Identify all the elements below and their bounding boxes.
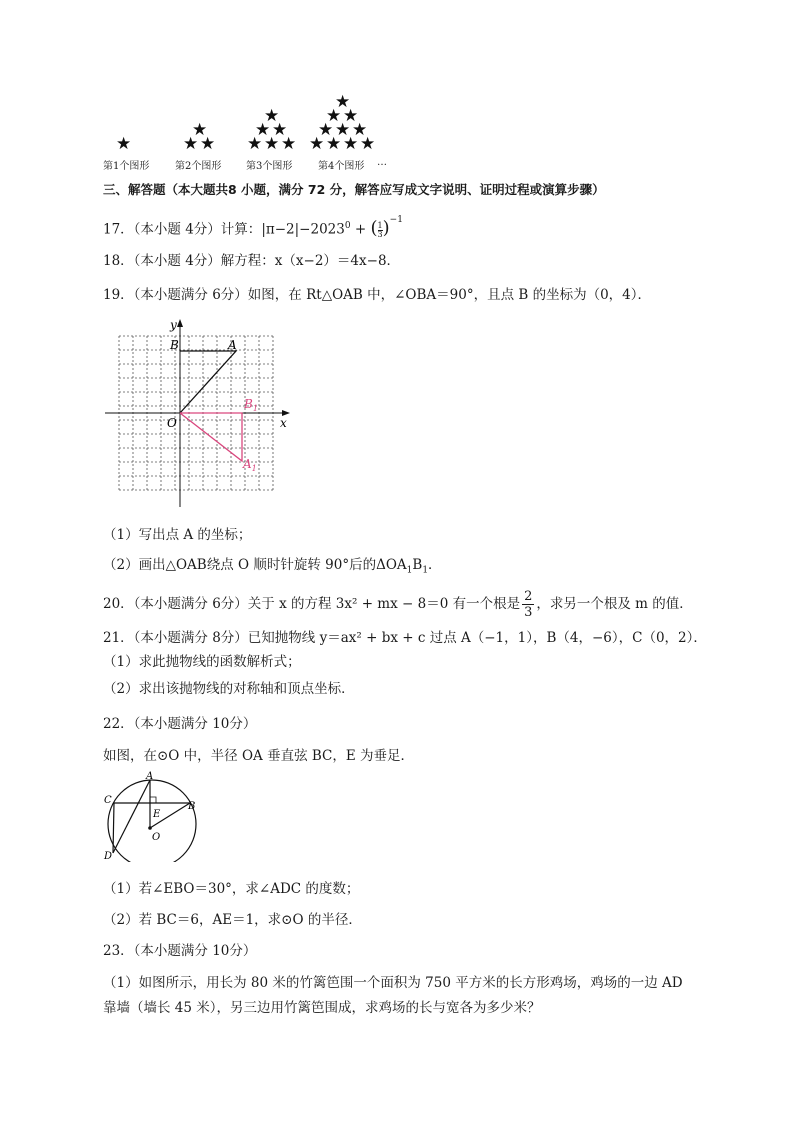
label-b: B xyxy=(188,801,196,812)
q17-exponent: −1 xyxy=(389,215,403,225)
label-o: O xyxy=(152,832,161,843)
star-icon: ★ xyxy=(264,106,280,126)
label-a: A xyxy=(146,771,154,782)
circle-o xyxy=(108,780,196,862)
q21-subquestion-2: （2）求出该抛物线的对称轴和顶点坐标． xyxy=(103,681,355,697)
figure-caption: 第4个图形 xyxy=(318,161,365,172)
y-axis-arrow xyxy=(177,319,183,327)
segment-ad xyxy=(113,780,150,853)
triangle-oab xyxy=(180,351,236,413)
star-icon: ★ xyxy=(255,120,271,140)
q23-line-2: 靠墙（墙长 45 米），另三边用竹篱笆围成，求鸡场的长与宽各为多少米？ xyxy=(103,1000,541,1016)
star-icon: ★ xyxy=(318,120,334,140)
figure-caption: 第3个图形 xyxy=(246,161,293,172)
q20-numerator: 2 xyxy=(524,589,533,604)
question-20 xyxy=(103,589,693,620)
section-heading: 三、解答题（本大题共8 小题，满分 72 分，解答应写成文字说明、证明过程或演算步骤） xyxy=(103,182,605,197)
star-icon: ★ xyxy=(272,120,288,140)
label-point-b1: $B_1$ xyxy=(244,397,258,413)
figure-caption: 第2个图形 xyxy=(175,161,222,172)
star-icon: ★ xyxy=(200,134,216,154)
q22-subquestion-2: （2）若 BC＝6，AE＝1，求⊙O 的半径． xyxy=(103,912,362,928)
q17-exponent-zero: 0 xyxy=(344,221,351,231)
ellipsis: … xyxy=(377,157,387,168)
label-d: D xyxy=(104,851,113,862)
star-icon: ★ xyxy=(326,106,342,126)
question-18: 18．（本小题 4分）解方程：x（x−2）＝4x−8． xyxy=(103,253,401,269)
question-17: 17．（本小题 4分）计算：$|\pi-2|-2023^0$ + ( $\frac{1}{3}$ )$^{-1}$ xyxy=(103,215,403,239)
q19-sub2-subscript-b: 1 xyxy=(422,565,429,576)
q20-prefix: 20．（本小题满分 6分）关于 x 的方程 3x² + mx − 8＝0 有一个根是 xyxy=(103,596,521,612)
q17-expression: |π−2|−2023 xyxy=(261,221,345,238)
label-e: E xyxy=(153,809,161,820)
q19-sub2-subscript: 1 xyxy=(406,565,413,576)
question-22-text: 如图，在⊙O 中，半径 OA 垂直弦 BC，E 为垂足． xyxy=(103,748,415,764)
star-icon: ★ xyxy=(335,120,351,140)
star-icon: ★ xyxy=(343,106,359,126)
star-icon: ★ xyxy=(183,134,199,154)
star-icon: ★ xyxy=(343,134,359,154)
question-19: 19．（本小题满分 6分）如图，在 Rt△OAB 中，∠OBA＝90°，且点 B 的坐标为（0，4）． xyxy=(103,287,652,303)
star-icon: ★ xyxy=(335,92,351,112)
question-22-title: 22．（本小题满分 10分） xyxy=(103,716,257,732)
q19-subquestion-1: （1）写出点 A 的坐标； xyxy=(103,527,252,543)
q22-subquestion-1: （1）若∠EBO＝30°，求∠ADC 的度数； xyxy=(103,881,360,897)
label-c: C xyxy=(104,795,112,806)
star-icon: ★ xyxy=(281,134,297,154)
center-point xyxy=(148,826,152,830)
star-icon: ★ xyxy=(192,120,208,140)
label-point-a: A xyxy=(228,338,237,352)
q17-numerator: 1 xyxy=(377,220,383,230)
question-23-title: 23．（本小题满分 10分） xyxy=(103,943,257,959)
q19-sub2-text-b: B xyxy=(412,557,423,573)
star-icon: ★ xyxy=(360,134,376,154)
q19-sub2-text: （2）画出△OAB绕点 O 顺时针旋转 90°后的ΔOA xyxy=(103,557,407,573)
star-icon: ★ xyxy=(264,134,280,154)
axes xyxy=(105,321,288,507)
q20-fraction xyxy=(522,589,534,620)
q20-suffix: ，求另一个根及 m 的值． xyxy=(536,596,693,612)
q23-line-1: （1）如图所示，用长为 80 米的竹篱笆围一个面积为 750 平方米的长方形鸡场，鸡场的一边 AD xyxy=(103,975,683,991)
star-icon: ★ xyxy=(326,134,342,154)
q19-sub2-end: ． xyxy=(428,557,442,573)
star-icon: ★ xyxy=(247,134,263,154)
q17-denominator: 3 xyxy=(377,229,383,239)
right-angle-mark xyxy=(150,797,156,803)
star-icon: ★ xyxy=(309,134,325,154)
q17-prefix: 17．（本小题 4分）计算： xyxy=(103,221,262,238)
q19-subquestion-2 xyxy=(103,555,442,581)
star-icon: ★ xyxy=(116,134,132,154)
figure-caption: 第1个图形 xyxy=(103,161,150,172)
label-point-a1: $A_1$ xyxy=(243,457,257,473)
coordinate-grid-figure xyxy=(100,315,300,510)
label-x-axis: x xyxy=(280,416,287,430)
star-icon: ★ xyxy=(352,120,368,140)
q17-plus: + xyxy=(350,221,371,238)
label-point-b: B xyxy=(170,338,179,352)
q20-denominator: 3 xyxy=(524,605,533,620)
label-y-axis: y xyxy=(170,318,177,332)
q21-subquestion-1: （1）求此抛物线的函数解析式； xyxy=(103,654,301,670)
question-21: 21．（本小题满分 8分）已知抛物线 y＝ax² + bx + c 过点 A（−1，1），B（4，−6），C（0，2）． xyxy=(103,630,707,646)
circle-figure xyxy=(100,770,210,862)
label-origin: O xyxy=(167,416,177,430)
